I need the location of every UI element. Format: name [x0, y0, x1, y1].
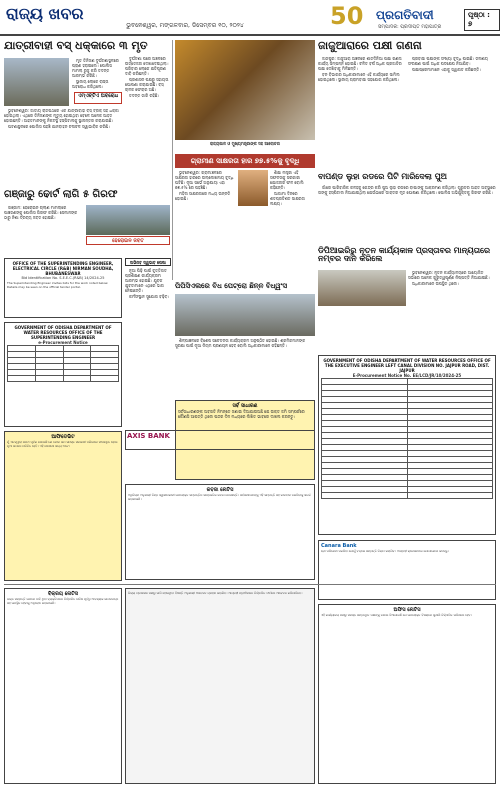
story7-headline: ପିପିସିଏଲରେ ବିଧ ପେଟ୍ରୋ ଛିନ୍ନ ବିଧ୍ୱଂସ	[175, 282, 288, 290]
story4-photo	[86, 205, 170, 235]
sale-notice-title: ବିକ୍ରୟ ନୋଟିସ	[47, 591, 78, 597]
story6-body: ଭୁବନେଶ୍ୱର: ନୂତନ କାର୍ଯ୍ୟାଳୟରେ ଆୟୋଜିତ ସଭାରେ ଅନେକ ଗୁରୁତ୍ୱପୂର୍ଣ୍ଣ ନିଷ୍ପତ୍ତି ନିଆଯାଇଛି। ଅଧିକାରୀମାନେ ଉପସ୍ଥିତ ଥିଲେ।	[408, 270, 490, 286]
story7-photo	[175, 294, 315, 336]
tender3-table	[321, 378, 493, 499]
story1-col2: ଦୁର୍ଘଟଣା ପରେ ଅଞ୍ଚଳରେ ଉତ୍ତେଜନା ଦେଖାଦେଇଥିଲା। ପରିବାର ଲୋକେ କ୍ଷତିପୂରଣ ଦାବି କରିଛନ୍ତି। ପ୍ରଶାସନ ପକ୍ଷରୁ ସହାୟତା ଘୋଷଣା କରାଯାଇଛି। ବସ୍ ଚାଳକ ଫେରାର ଅଛି। ତଦନ୍ତ ଜାରି ରହିଛି।	[125, 56, 169, 98]
tender2-title: GOVERNMENT OF ODISHA DEPARTMENT OF WATER RESOURCES OFFICE OF THE SUPERINTENDING ENGINEER	[14, 325, 112, 340]
affidavit-title: ଆଫିଡେଭିଟ	[51, 434, 75, 440]
photo-caption: ରାଜ୍ୟପାଳ ଓ ମୁଖ୍ୟମନ୍ତ୍ରୀଙ୍କ ସହ ଆଲୋଚନା	[210, 141, 280, 146]
story5-headline: ଗ୍ରାମୀଣ ସାକ୍ଷରତା ହାର ୭୭.୫%କୁ ବୃଦ୍ଧି	[175, 154, 315, 168]
story5-col2: ଶିକ୍ଷା ମନ୍ତ୍ରୀ ଏହି ସଫଳତାକୁ ସରକାରୀ ଯୋଜନାର ଫଳ ବୋଲି କହିଛନ୍ତି। ଆଗାମୀ ଦିନରେ ଶତପ୍ରତିଶତ ସାକ୍ଷରତା ଲକ୍ଷ୍ୟ।	[270, 170, 305, 206]
story3-body: ଗାଁରେ ପାରିବାରିକ କଳହକୁ କେନ୍ଦ୍ର କରି ପୁଅ ଲୁହା ରଡରେ ବାପାଙ୍କୁ ଆକ୍ରମଣ କରିଥିଲା। ଗୁରୁତର ଆହତ ଅବସ୍ଥାରେ ତାଙ୍କୁ ହସ୍ପିଟାଲ ନିଆଯାଇଥିଲା ଯେଉଁଠାରେ ଡାକ୍ତର ମୃତ ଘୋଷଣା କରିଥିଲେ। ପୋଲିସ ଅଭିଯୁକ୍ତକୁ ଗିରଫ କରିଛି।	[318, 185, 496, 195]
public-notice-title: ସର୍ବ ସାଧାରଣ	[232, 403, 258, 409]
column-divider	[172, 40, 173, 280]
possession-title: କବଜା ନୋଟିସ	[206, 487, 234, 493]
legal-notices-body: ଜିଲ୍ଲା ପ୍ରଶାସନ ପକ୍ଷରୁ ଜାରି ହୋଇଥିବା ବିଜ୍ଞପ୍ତି ଅନୁଯାୟୀ ଆବେଦନ ଗ୍ରହଣ କରାଯିବ। ଆଗ୍ରହୀ ପ୍ରାର୍ଥୀମାନେ ନିର୍ଦ୍ଧାରିତ ଫର୍ମରେ ଆବେଦନ କରିପାରିବେ।	[128, 591, 303, 595]
tender3-sub: E-Procurement Notice No. EE/LCD/JR/10/2024-25	[352, 373, 462, 378]
story5-col1: ଭୁବନେଶ୍ୱର: ଗ୍ରାମାଞ୍ଚଳରେ ସାକ୍ଷରତା ହାରରେ ଉଲ୍ଲେଖନୀୟ ବୃଦ୍ଧି ଘଟିଛି। ନୂଆ ସର୍ଭେ ଅନୁଯାୟୀ ଏହା ୭୭.୫% ରେ ପହଞ୍ଚିଛି। ମହିଳା ସାକ୍ଷରତାରେ ମଧ୍ୟ ଉନ୍ନତି ହୋଇଛି।	[175, 170, 234, 201]
axis-bank-notice	[125, 430, 315, 450]
horizontal-rule	[4, 584, 496, 585]
dateline: ଭୁବନେଶ୍ୱର, ମଙ୍ଗଳବାର, ଡିସେମ୍ବର ୧୦, ୨୦୨୪	[126, 22, 244, 29]
page-number: ପୃଷ୍ଠା : ୭	[464, 9, 500, 31]
story6-photo	[318, 270, 406, 306]
canara-body: ଋଣ ପରିଶୋଧ ନକରିବା ଯୋଗୁଁ ବନ୍ଧକ ସମ୍ପତ୍ତି ନିଲାମ କରାଯିବ। ଆଗ୍ରହୀ କ୍ରେତାମାନେ ଯୋଗାଯୋଗ କରନ୍ତୁ।	[321, 549, 450, 553]
office-notice-body: ଏହି କାର୍ଯ୍ୟାଳୟ ପକ୍ଷରୁ ସମସ୍ତ ସମ୍ବନ୍ଧିତ ପକ୍ଷଙ୍କୁ ଜଣାଇ ଦିଆଯାଉଛି ଯେ ଉପରୋକ୍ତ ବିଷୟରେ ଶୁଣାଣି ନିର୍ଦ୍ଧାରିତ ତାରିଖରେ ହେବ।	[321, 613, 472, 617]
canara-logo: Canara Bank	[321, 543, 357, 549]
story4-badge: ହେରୋଇନ ଜବତ	[86, 236, 170, 245]
story1-body: ଭୁବନେଶ୍ୱର: ଜାତୀୟ ରାଜପଥରେ ଏକ ଯାତ୍ରୀବାହୀ ବସ୍ ଟ୍ରକ୍ ସହ ଧକ୍କା ହୋଇଥିଲା। ଏଥିରେ ତିନିଜଣଙ୍କ ମୃତ୍ୟୁ ହୋଇଥିବା ବେଳେ ଅନେକ ଆହତ ହୋଇଛନ୍ତି। ଆହତମାନଙ୍କୁ ନିକଟସ୍ଥ ହସ୍ପିଟାଲକୁ ସ୍ଥାନାନ୍ତର କରାଯାଇଛି। ଘଟଣାସ୍ଥଳରେ ପୋଲିସ ପହଞ୍ଚି ଯାନବାହନ ଚଳାଚଳ ସ୍ୱାଭାବିକ କରିଛି।	[4, 108, 119, 129]
story7-body: ଶିଳ୍ପାଞ୍ଚଳରେ ବିଶେଷ ସଚେତନତା କାର୍ଯ୍ୟକ୍ରମ ଅନୁଷ୍ଠିତ ହୋଇଛି। ଶ୍ରମିକମାନଙ୍କ ସୁରକ୍ଷା ପାଇଁ ନୂଆ ନିୟମ ପ୍ରଣୟନ ହେବ ବୋଲି ଅଧିକାରୀମାନେ କହିଛନ୍ତି।	[175, 338, 306, 348]
sale-notice	[4, 588, 122, 784]
story4-text: ଗଞ୍ଜାମ: ହେରୋଇନ ଚାଲାଣ ମାମଲାରେ ପାଞ୍ଚଜଣଙ୍କୁ ପୋଲିସ ଗିରଫ କରିଛି। ସେମାନଙ୍କ ଠାରୁ ନିଶା ଦ୍ରବ୍ୟ ଜବତ ହୋଇଛି।	[4, 205, 78, 220]
story3-headline: ବାପଣ୍ଡ ଲୁହା ରଡରେ ପିଟି ମାରିଦେଲା ପୁଅ	[318, 172, 447, 181]
sale-notice-body: ଉକ୍ତ ସମ୍ପତ୍ତି ଉପରେ ଦାବି ଥିବା ବ୍ୟକ୍ତିମାନେ ନିର୍ଦ୍ଧାରିତ ତାରିଖ ପୂର୍ବରୁ ଆବଶ୍ୟକ କାଗଜପତ୍ର ସହ ଉପସ୍ଥିତ ହେବାକୁ ଅନୁରୋଧ କରାଯାଉଛି।	[7, 597, 119, 605]
story1-photo	[4, 58, 69, 106]
tender1-notice	[4, 258, 122, 318]
affidavit-body: ମୁଁ ଏତଦ୍ୱାରା ଶପଥ ପୂର୍ବକ ଜଣାଉଛି ଯେ ମୋର ନାମ ସମସ୍ତ ସରକାରୀ ଦଲିଲରେ ସଂଶୋଧିତ ହୋଇ ନୂଆ ନାମରେ ପରିଚିତ ହେବି। ଏହି ଘୋଷଣା ସତ୍ୟ ଅଟେ।	[7, 440, 118, 448]
affidavit-block	[4, 431, 122, 581]
anniversary-logo: 50	[330, 2, 364, 30]
axis-bank-logo: AXIS BANK	[127, 432, 170, 440]
tender1-sub: Bid Identification No. S.E.E.C.(R&B) 14/2024-25	[21, 276, 105, 280]
story8-headline: ଅଭିନବ ସ୍ୱଭାବ ପେଷା	[125, 258, 171, 266]
story2-col1: ଜାଜପୁର: ଜାଜୁଆରା ଅଞ୍ଚଳରେ ଶୀତଦିନିଆ ପକ୍ଷୀ ଗଣନା କାର୍ଯ୍ୟ ସମ୍ପନ୍ନ ହୋଇଛି। ଚଳିତ ବର୍ଷ ଅଧିକ ପ୍ରଜାତିର ପକ୍ଷୀ ଦେଖିବାକୁ ମିଳିଛନ୍ତି। ବନ ବିଭାଗର ଅଧିକାରୀମାନେ ଏହି କାର୍ଯ୍ୟରେ ସାମିଲ ହୋଇଥିଲେ। ସ୍ଥାନୀୟ ଗ୍ରାମବାସୀ ସହଯୋଗ କରିଥିଲେ।	[318, 56, 402, 82]
office-notice	[318, 604, 496, 784]
story1-headline: ଯାତ୍ରୀବାହୀ ବସ୍ ଧକ୍କାରେ ୩ ମୃତ	[4, 39, 148, 52]
story1-text: ମୃତ ତିନିଜଣ ଦୁର୍ଘଟଣାସ୍ଥଳରେ ପ୍ରାଣ ହରାଇଲେ। ପୋଲିସ ମାମଲା ରୁଜୁ କରି ତଦନ୍ତ ଆରମ୍ଭ କରିଛି। ସ୍ଥାନୀୟ ଲୋକେ ରାସ୍ତା ଅବରୋଧ କରିଥିଲେ।	[72, 58, 119, 89]
masthead	[0, 0, 500, 36]
tender3-notice	[318, 355, 496, 535]
story2-headline: ଜାଜୁଆରାରେ ପକ୍ଷୀ ଗଣନା	[318, 39, 422, 52]
brand-name: ପ୍ରଗତିବାଦୀ	[376, 8, 434, 22]
story5-photo	[238, 170, 268, 206]
legal-notices	[125, 588, 315, 784]
story1-badge: ଏମ୍ଏଚ୍‌ଟିଏ ଅବରୋଧ	[74, 92, 122, 104]
public-notice-body: ସର୍ବସାଧାରଣଙ୍କ ଅବଗତି ନିମନ୍ତେ ଜଣାଇ ଦିଆଯାଉଅଛି ଯେ ଉକ୍ତ ଜମି ସମ୍ପର୍କରେ କୌଣସି ଆପତ୍ତି ଥିଲେ ପନ୍ଦର ଦିନ ମଧ୍ୟରେ ଲିଖିତ ଭାବରେ ଦାଖଲ କରନ୍ତୁ।	[178, 409, 305, 419]
section-title: ରାଜ୍ୟ ଖବର	[6, 4, 84, 23]
canara-bank-notice	[318, 540, 496, 600]
tender1-body: The Superintending Engineer invites bids for the work noted below. Details may be seen on the official tender portal.	[7, 281, 109, 289]
tender2-sub: e-Procurement Notice	[38, 340, 88, 345]
tender1-title: OFFICE OF THE SUPERINTENDING ENGINEER, ELECTRICAL CIRCLE (R&B) NIRMAN SOUDHA, BHUBANESWAR	[12, 261, 114, 276]
office-notice-title: ଅଫିସ ନୋଟିସ	[393, 607, 421, 613]
story6-headline: ଡିପିଆଇରିରୁ ନୂତନ କାର୍ଯ୍ୟକାଳ ପ୍ରସ୍ତାବର ମାନ୍ୟତାରେ ନମ୍ବର ଦାନ କରିଲେ	[318, 246, 491, 264]
story2-col2: ପ୍ରବାସୀ ପକ୍ଷୀଙ୍କ ସଂଖ୍ୟା ବୃଦ୍ଧି ପାଇଛି। ଜଳାଶୟ ସଂରକ୍ଷଣ ପାଇଁ ଅଧିକ ପଦକ୍ଷେପ ନିଆଯିବ। ପକ୍ଷୀପ୍ରେମୀମାନେ ଏହାକୁ ସ୍ୱାଗତ କରିଛନ୍ତି।	[408, 56, 488, 72]
possession-body: ଅଧିନିୟମ ଅନୁଯାୟୀ ନିମ୍ନ ସ୍ୱାକ୍ଷରକାରୀ ଉପରୋକ୍ତ ସମ୍ପତ୍ତିର ସାଙ୍କେତିକ କବଜା ନେଇଛନ୍ତି। ସର୍ବସାଧାରଣଙ୍କୁ ଏହି ସମ୍ପତ୍ତି ସହ କାରବାର ନକରିବାକୁ ସତର୍କ କରାଯାଉଛି।	[128, 493, 311, 501]
tagline: ସମ୍ପାଦକ: ପ୍ରଦୀପ୍ତ ମହାପାତ୍ର	[378, 24, 442, 30]
story8-body: ନୂଆ ପିଢ଼ି ପାଇଁ ବୃତ୍ତିଗତ ପ୍ରଶିକ୍ଷଣ କାର୍ଯ୍ୟକ୍ରମ ଆରମ୍ଭ ହୋଇଛି। ଯୁବକ ଯୁବତୀମାନେ ଏଥିରେ ଭାଗ ନେଇଛନ୍ତି। କର୍ମସଂସ୍ଥାନ ସୁଯୋଗ ବଢ଼ିବ।	[125, 268, 170, 299]
possession-notice	[125, 484, 315, 580]
tender2-table	[7, 345, 119, 382]
main-photo	[175, 40, 315, 140]
tender2-notice	[4, 322, 122, 427]
tender3-title: GOVERNMENT OF ODISHA DEPARTMENT OF WATER RESOURCES OFFICE OF THE EXECUTIVE ENGINEER LEFT CANAL DIVISION NO. JAJPUR ROAD, DIST. JAJPUR	[323, 358, 491, 373]
story4-headline: ଗଞ୍ଜାରୁ ଢୋର୍ଟ ଲାଗି ୫ ଗିରଫ	[4, 189, 118, 200]
